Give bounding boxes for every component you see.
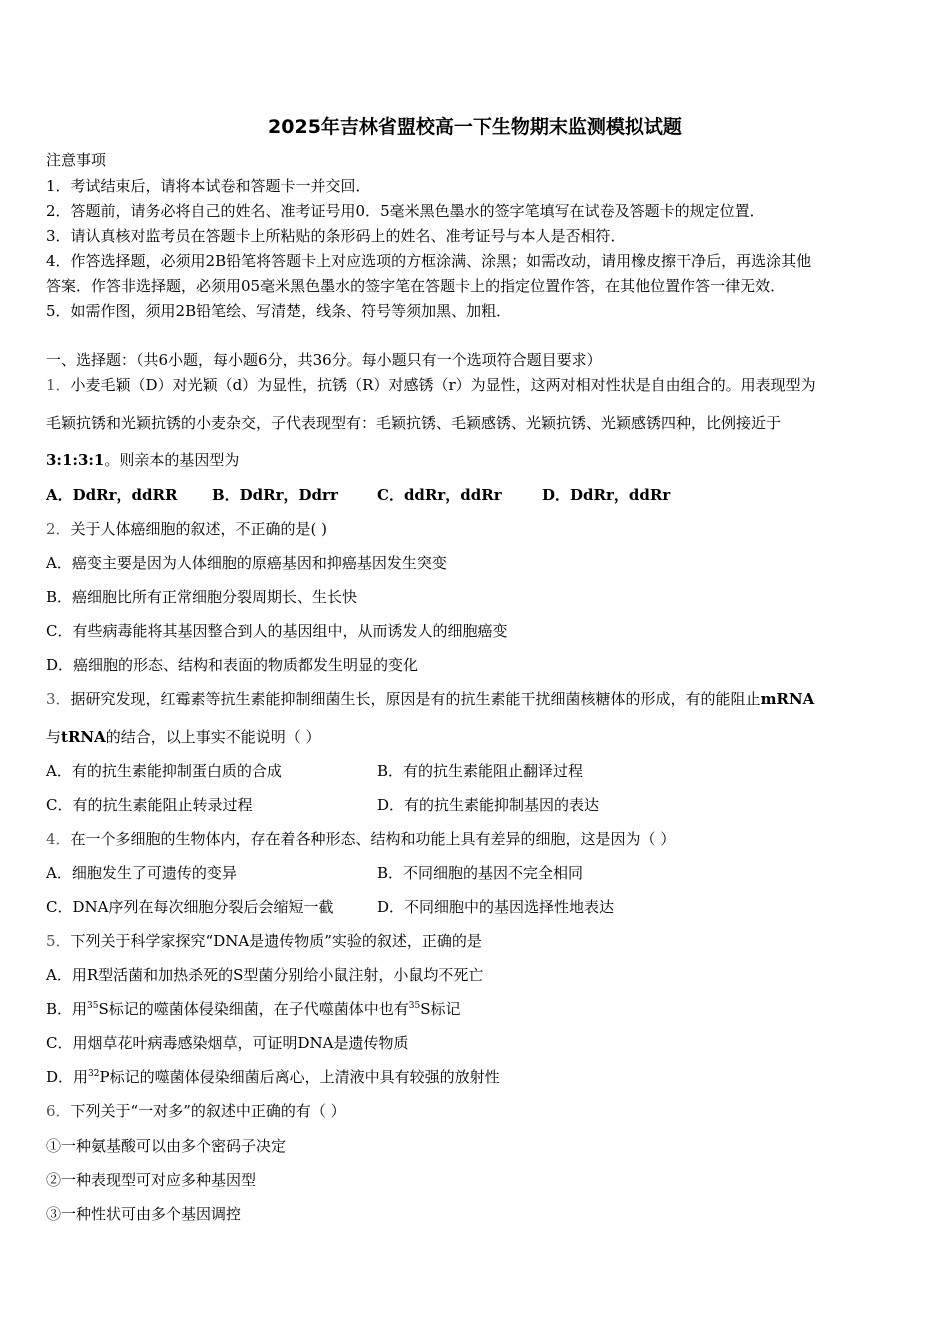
q5-option-b-2: S标记的噬菌体侵染细菌，在子代噬菌体中也有: [98, 1000, 409, 1018]
q3-line-2: [46, 728, 321, 746]
q1-number: 1．: [46, 376, 71, 394]
q1-ratio: 3:1:3:1: [46, 451, 105, 469]
q3-trna: tRNA: [61, 728, 106, 746]
q4-option-a: A．细胞发生了可遗传的变异: [46, 864, 237, 882]
q6-stem: [46, 1102, 346, 1120]
q3-line-1: [46, 690, 814, 708]
notice-item-2: 2．答题前，请务必将自己的姓名、准考证号用0．5毫米黑色墨水的签字笔填写在试卷及答题卡的规定位置．: [46, 202, 765, 220]
q2-stem-text: 关于人体癌细胞的叙述，不正确的是( ): [70, 520, 328, 538]
q3-stem-1: 据研究发现，红霉素等抗生素能抑制细菌生长，原因是有的抗生素能干扰细菌核糖体的形成，有的能阻止: [70, 690, 761, 708]
q5-option-b-sup-1: 35: [87, 1001, 99, 1011]
q4-option-d: D．不同细胞中的基因选择性地表达: [377, 898, 615, 916]
q3-mrna: mRNA: [760, 690, 815, 708]
q3-stem-2a: 与: [46, 728, 62, 746]
q5-option-d-1: D．用: [46, 1068, 89, 1086]
notice-item-3: 3．请认真核对监考员在答题卡上所粘贴的条形码上的姓名、准考证号与本人是否相符．: [46, 227, 626, 245]
q4-stem-text: 在一个多细胞的生物体内，存在着各种形态、结构和功能上具有差异的细胞，这是因为（ ）: [70, 830, 676, 848]
q4-number: 4．: [46, 830, 71, 848]
q2-option-b: B．癌细胞比所有正常细胞分裂周期长、生长快: [46, 588, 358, 606]
notice-item-5: 5．如需作图，须用2B铅笔绘、写清楚，线条、符号等须加黑、加粗．: [46, 302, 512, 320]
q1-stem-1: 小麦毛颖（D）对光颖（d）为显性，抗锈（R）对感锈（r）为显性，这两对相对性状是自由组合的。用表现型为: [70, 376, 816, 394]
q1-option-c: C．ddRr，ddRr: [377, 486, 502, 504]
page-title: 2025年吉林省盟校高一下生物期末监测模拟试题: [268, 116, 682, 138]
notice-item-4-cont: 答案．作答非选择题，必须用05毫米黑色墨水的签字笔在答题卡上的指定位置作答，在其他位置作答一律无效．: [46, 277, 786, 295]
q1-option-b: B．DdRr，Ddrr: [212, 486, 338, 504]
q2-option-a: A．癌变主要是因为人体细胞的原癌基因和抑癌基因发生突变: [46, 554, 447, 572]
q2-number: 2．: [46, 520, 71, 538]
q1-option-d: D．DdRr，ddRr: [542, 486, 671, 504]
q1-line-1: [46, 376, 816, 394]
q1-line-2: 毛颖抗锈和光颖抗锈的小麦杂交，子代表现型有：毛颖抗锈、毛颖感锈、光颖抗锈、光颖感锈四种，比例接近于: [46, 414, 782, 432]
notice-heading: 注意事项: [46, 151, 107, 169]
q2-option-d: D．癌细胞的形态、结构和表面的物质都发生明显的变化: [46, 656, 419, 674]
notice-item-4: 4．作答选择题，必须用2B铅笔将答题卡上对应选项的方框涂满、涂黑；如需改动，请用橡皮擦干净后，再选涂其他: [46, 252, 812, 270]
q3-option-a: A．有的抗生素能抑制蛋白质的合成: [46, 762, 282, 780]
q5-option-b-sup-2: 35: [408, 1001, 421, 1011]
q6-stem-text: 下列关于“一对多”的叙述中正确的有（ ）: [70, 1102, 346, 1120]
q3-option-c: C．有的抗生素能阻止转录过程: [46, 796, 253, 814]
q6-item-3: ③一种性状可由多个基因调控: [46, 1205, 242, 1223]
q6-number: 6．: [46, 1102, 71, 1120]
q6-item-1: ①一种氨基酸可以由多个密码子决定: [46, 1137, 287, 1155]
q5-option-b-1: B．用: [46, 1000, 88, 1018]
q5-option-c: C．用烟草花叶病毒感染烟草，可证明DNA是遗传物质: [46, 1034, 409, 1052]
q6-item-2: ②一种表现型可对应多种基因型: [46, 1171, 257, 1189]
q5-option-b-3: S标记: [420, 1000, 461, 1018]
q2-stem: [46, 520, 327, 538]
q4-stem: [46, 830, 675, 848]
q1-line-3: [46, 451, 239, 469]
q3-option-d: D．有的抗生素能抑制基因的表达: [377, 796, 600, 814]
q4-option-c: C．DNA序列在每次细胞分裂后会缩短一截: [46, 898, 334, 916]
q5-option-b: [46, 1000, 461, 1018]
q5-option-a: A．用R型活菌和加热杀死的S型菌分别给小鼠注射，小鼠均不死亡: [46, 966, 484, 984]
q5-stem: [46, 932, 482, 950]
q1-option-a: A．DdRr，ddRR: [46, 486, 178, 504]
q5-option-d: [46, 1068, 500, 1086]
q5-stem-text: 下列关于科学家探究“DNA是遗传物质”实验的叙述，正确的是: [70, 932, 482, 950]
q5-option-d-sup: 32: [88, 1069, 100, 1079]
section-heading: 一、选择题：（共6小题，每小题6分，共36分。每小题只有一个选项符合题目要求）: [46, 351, 602, 369]
q1-stem-3: 。则亲本的基因型为: [104, 451, 240, 469]
q4-option-b: B．不同细胞的基因不完全相同: [377, 864, 584, 882]
q3-number: 3．: [46, 690, 71, 708]
q5-number: 5．: [46, 932, 71, 950]
q3-option-b: B．有的抗生素能阻止翻译过程: [377, 762, 584, 780]
q2-option-c: C．有些病毒能将其基因整合到人的基因组中，从而诱发人的细胞癌变: [46, 622, 508, 640]
q3-stem-2c: 的结合，以上事实不能说明（ ）: [105, 728, 321, 746]
q5-option-d-2: P标记的噬菌体侵染细菌后离心，上清液中具有较强的放射性: [99, 1068, 500, 1086]
notice-item-1: 1．考试结束后，请将本试卷和答题卡一并交回．: [46, 177, 371, 195]
